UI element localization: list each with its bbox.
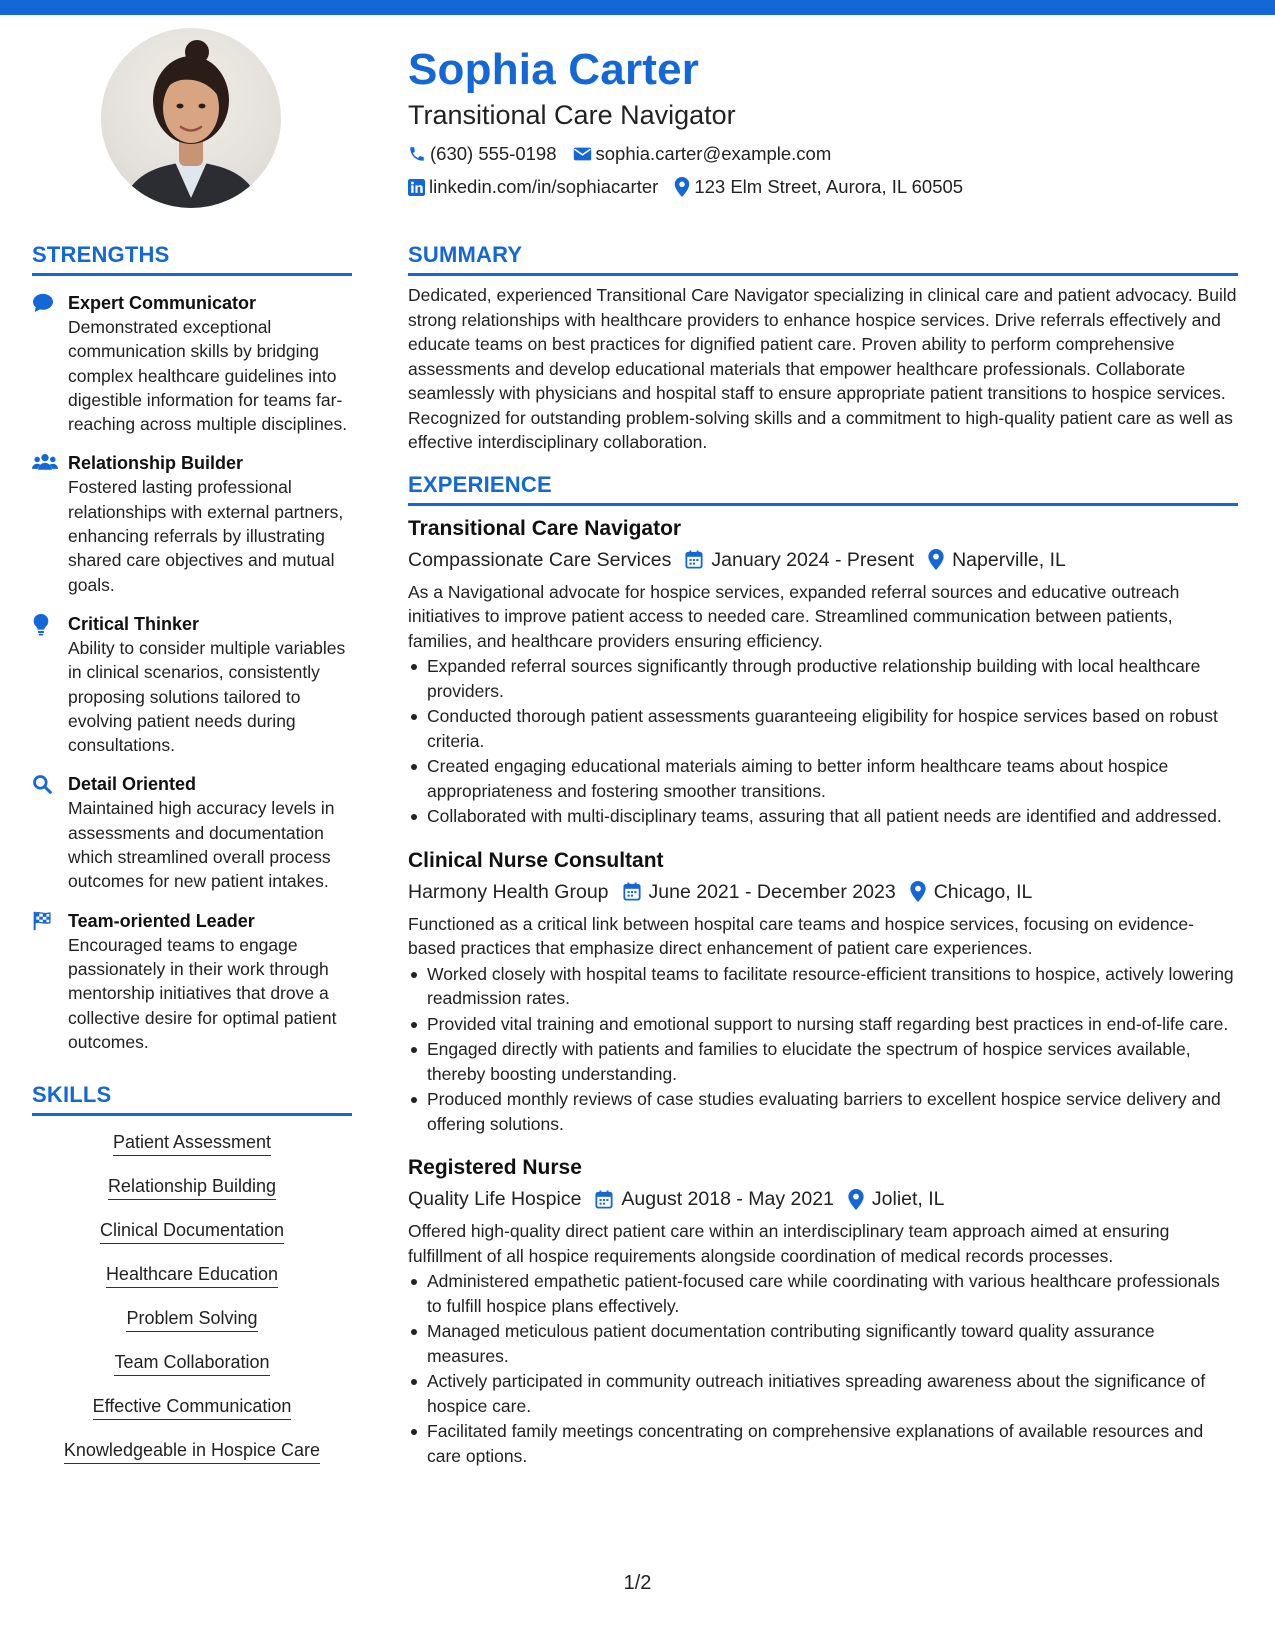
- calendar-icon: [595, 1190, 613, 1209]
- email-contact[interactable]: [573, 143, 832, 165]
- location-text: Naperville, IL: [952, 548, 1066, 571]
- job-entry: [408, 847, 1238, 1137]
- job-title: Clinical Nurse Consultant: [408, 848, 664, 872]
- candidate-title: Transitional Care Navigator: [408, 100, 736, 130]
- strength-title: Relationship Builder: [68, 453, 244, 474]
- linkedin-icon: [408, 179, 425, 196]
- job-meta: [408, 1186, 1238, 1212]
- job-bullets: [408, 1269, 1238, 1468]
- strength-item: [32, 772, 352, 893]
- bullet-item: Administered empathetic patient-focused care while coordinating with various healthcare professionals to fulfill hospice plans effectively.: [408, 1269, 1238, 1318]
- skill-item: Problem Solving: [126, 1306, 257, 1332]
- strength-desc: Demonstrated exceptional communication skills by bridging complex healthcare guidelines into digestible information for teams far-reaching across multiple disciplines.: [68, 317, 348, 435]
- job-entry: [408, 1154, 1238, 1468]
- strength-item: [32, 291, 352, 436]
- map-pin-icon: [910, 881, 926, 902]
- speech-bubble-icon: [32, 293, 54, 313]
- job-location: [910, 879, 1033, 905]
- email-text: sophia.carter@example.com: [595, 143, 832, 164]
- dates-text: August 2018 - May 2021: [621, 1188, 834, 1210]
- skill-item: Effective Communication: [93, 1394, 292, 1420]
- bullet-item: Collaborated with multi-disciplinary teams, assuring that all patient needs are identified and addressed.: [408, 804, 1238, 829]
- bullet-item: Provided vital training and emotional support to nursing staff regarding best practices in end-of-life care.: [408, 1012, 1238, 1037]
- bullet-item: Worked closely with hospital teams to facilitate resource-efficient transitions to hospice, actively lowering readmission rates.: [408, 962, 1238, 1011]
- strength-desc: Fostered lasting professional relationships with external partners, enhancing referrals by illustrating shared care objectives and mutual goals.: [68, 477, 344, 595]
- map-pin-icon: [928, 549, 944, 570]
- skill-item: Patient Assessment: [113, 1130, 271, 1156]
- location-text: Chicago, IL: [933, 880, 1033, 903]
- search-icon: [32, 774, 52, 794]
- job-dates: [595, 1186, 833, 1212]
- job-location: [928, 547, 1066, 573]
- strength-desc: Maintained high accuracy levels in assessments and documentation which streamlined overall process outcomes for new patient intakes.: [68, 798, 335, 892]
- summary-heading: SUMMARY: [408, 242, 1238, 276]
- dates-text: January 2024 - Present: [711, 548, 915, 571]
- strength-item: [32, 909, 352, 1054]
- job-dates: [685, 547, 914, 573]
- strength-title: Detail Oriented: [68, 774, 197, 795]
- job-meta: [408, 547, 1238, 573]
- map-pin-icon: [848, 1189, 864, 1210]
- company-name: Compassionate Care Services: [408, 548, 672, 571]
- job-description: As a Navigational advocate for hospice services, expanded referral sources and educative outreach initiatives to improve patient access to needed care. Streamlined communication between patients, families, and healthcare providers ensuring efficiency.: [408, 581, 1180, 651]
- left-column: [32, 242, 352, 1464]
- bullet-item: Actively participated in community outreach initiatives spreading awareness about the significance of hospice care.: [408, 1369, 1238, 1418]
- skill-item: Clinical Documentation: [100, 1218, 284, 1244]
- lightbulb-icon: [32, 614, 50, 636]
- map-pin-icon: [674, 177, 690, 197]
- bullet-item: Produced monthly reviews of case studies evaluating barriers to excellent hospice service delivery and offering solutions.: [408, 1087, 1238, 1136]
- company-name: Harmony Health Group: [408, 880, 609, 903]
- job-bullets: [408, 962, 1238, 1137]
- strength-title: Expert Communicator: [68, 293, 257, 313]
- calendar-icon: [623, 882, 641, 901]
- experience-heading: EXPERIENCE: [408, 472, 1238, 506]
- job-title: Transitional Care Navigator: [408, 516, 682, 540]
- bullet-item: Expanded referral sources significantly through productive relationship building with local healthcare providers.: [408, 654, 1238, 703]
- bullet-item: Conducted thorough patient assessments guaranteeing eligibility for hospice services based on robust criteria.: [408, 704, 1238, 753]
- contact-row-2: [408, 176, 1238, 198]
- strength-title: Critical Thinker: [68, 613, 200, 634]
- strength-title: Team-oriented Leader: [68, 910, 255, 931]
- phone-icon: [408, 145, 426, 163]
- address-contact: [674, 176, 963, 198]
- bullet-item: Engaged directly with patients and families to elucidate the spectrum of hospice services available, thereby boosting understanding.: [408, 1037, 1238, 1086]
- skill-item: Healthcare Education: [106, 1262, 278, 1288]
- page-number: 1/2: [623, 1572, 652, 1594]
- strength-desc: Ability to consider multiple variables in clinical scenarios, consistently proposing solutions tailored to evolving patient needs during consultations.: [68, 637, 346, 756]
- right-column: [408, 242, 1238, 1469]
- job-entry: [408, 515, 1238, 829]
- bullet-item: Created engaging educational materials aiming to better inform healthcare teams about hospice appropriateness and fostering smoother transitions.: [408, 754, 1238, 803]
- job-location: [848, 1186, 945, 1212]
- strength-item: [32, 451, 352, 596]
- job-meta: [408, 879, 1238, 905]
- skills-heading: SKILLS: [32, 1082, 352, 1116]
- skill-item: Team Collaboration: [114, 1350, 269, 1376]
- skills-list: [32, 1124, 352, 1464]
- dates-text: June 2021 - December 2023: [648, 880, 896, 903]
- job-bullets: [408, 654, 1238, 829]
- calendar-icon: [685, 550, 703, 569]
- summary-text: Dedicated, experienced Transitional Care Navigator specializing in clinical care and patient advocacy. Build strong relationships with healthcare providers to enhance hospice services. Drive referrals effectively and educate teams on best practices for dignified patient care. Proven ability to perform comprehensive assessments and develop educational materials that empower healthcare professionals. Collaborate seamlessly with physicians and hospital staff to ensure appropriate patient transitions to hospice services. Recognized for outstanding problem-solving skills and a commitment to high-quality patient care as well as effective interdisciplinary collaboration.: [408, 285, 1237, 452]
- job-description: Functioned as a critical link between hospital care teams and hospice services, focusing on evidence-based practices that emphasize direct enhancement of patient care experiences.: [408, 913, 1194, 958]
- strength-desc: Encouraged teams to engage passionately in their work through mentorship initiatives that drove a collective desire for optimal patient outcomes.: [68, 934, 337, 1052]
- phone-contact: [408, 143, 557, 165]
- users-icon: [32, 453, 58, 471]
- contact-row-1: [408, 143, 1238, 165]
- skill-item: Relationship Building: [108, 1174, 276, 1200]
- strength-item: [32, 612, 352, 757]
- envelope-icon: [573, 146, 592, 162]
- location-text: Joliet, IL: [871, 1188, 945, 1210]
- linkedin-text: linkedin.com/in/sophiacarter: [429, 176, 659, 197]
- skill-item: Knowledgeable in Hospice Care: [64, 1438, 320, 1464]
- company-name: Quality Life Hospice: [408, 1188, 582, 1210]
- resume-header: [408, 44, 1238, 198]
- linkedin-contact[interactable]: [408, 176, 658, 198]
- bullet-item: Facilitated family meetings concentrating on comprehensive explanations of available resources and care options.: [408, 1419, 1238, 1468]
- job-title: Registered Nurse: [408, 1156, 582, 1179]
- phone-text: (630) 555-0198: [430, 143, 557, 164]
- candidate-name: Sophia Carter: [408, 45, 700, 94]
- profile-photo: [101, 28, 281, 208]
- top-accent-bar: [0, 0, 1275, 15]
- job-description: Offered high-quality direct patient care within an interdisciplinary team approach aimed at ensuring fulfillment of all hospice requirements alongside coordination of medical records processes.: [408, 1221, 1170, 1266]
- bullet-item: Managed meticulous patient documentation contributing significantly toward quality assurance measures.: [408, 1319, 1238, 1368]
- strengths-heading: STRENGTHS: [32, 242, 352, 276]
- flag-checkered-icon: [32, 911, 52, 931]
- address-text: 123 Elm Street, Aurora, IL 60505: [694, 176, 964, 197]
- job-dates: [623, 879, 896, 905]
